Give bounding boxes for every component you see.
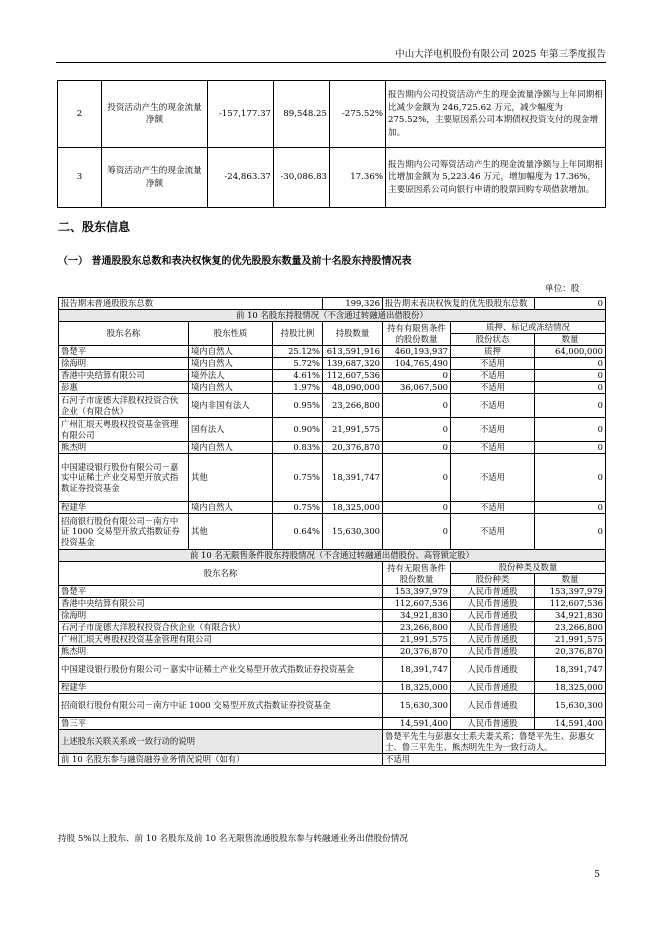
share-count: 18,325,000 <box>535 682 606 694</box>
col-header-nature: 股东性质 <box>189 322 273 346</box>
table-row <box>59 394 606 418</box>
pledge-status: 质押 <box>451 346 535 358</box>
pledge-count: 0 <box>535 514 606 550</box>
shareholding-qty: 18,391,747 <box>323 454 383 502</box>
table-row <box>59 694 606 718</box>
pledge-status: 不适用 <box>451 502 535 514</box>
restricted-qty: 0 <box>383 394 451 418</box>
shareholding-qty: 112,607,536 <box>323 370 383 382</box>
col-header-status: 股份状态 <box>451 334 535 346</box>
shareholding-ratio: 0.95% <box>273 394 323 418</box>
table-row <box>59 598 606 610</box>
shareholder-nature: 其他 <box>189 514 273 550</box>
unrestricted-qty: 14,591,400 <box>383 718 451 730</box>
table-row <box>59 454 606 502</box>
shareholder-nature: 境内非国有法人 <box>189 394 273 418</box>
holder-name: 石河子市庞德大洋股权投资合伙企业（有限合伙） <box>59 622 383 634</box>
share-count: 21,991,575 <box>535 634 606 646</box>
restricted-qty: 0 <box>383 502 451 514</box>
header-row <box>59 562 606 574</box>
holder-name: 招商银行股份有限公司－南方中证 1000 交易型开放式指数证券投资基金 <box>59 694 383 718</box>
table-row <box>59 370 606 382</box>
change-value: 17.36% <box>330 148 386 208</box>
margin-value: 不适用 <box>383 754 606 766</box>
common-holders-label: 报告期末普通股股东总数 <box>59 298 323 310</box>
shareholder-table <box>58 297 606 766</box>
restricted-qty: 0 <box>383 370 451 382</box>
holder-name: 广州汇垠天粤股权投资基金管理有限公司 <box>59 634 383 646</box>
shareholder-nature: 国有法人 <box>189 418 273 442</box>
header-rule <box>56 62 606 63</box>
shareholder-nature: 境内自然人 <box>189 442 273 454</box>
restricted-qty: 0 <box>383 514 451 550</box>
shareholder-name: 程建华 <box>59 502 189 514</box>
shareholder-name: 鲁楚平 <box>59 346 189 358</box>
section-subtitle: （一） 普通股股东总数和表决权恢复的优先股股东数量及前十名股东持股情况表 <box>58 256 412 267</box>
prior-value: -30,086.83 <box>274 148 330 208</box>
share-count: 23,266,800 <box>535 622 606 634</box>
col-header-pledge: 质押、标记或冻结情况 <box>451 322 606 334</box>
restricted-qty: 104,765,490 <box>383 358 451 370</box>
share-kind: 人民币普通股 <box>451 634 535 646</box>
col-header-unrestricted-qty: 持有无限售条件股份数量 <box>383 562 451 586</box>
pledge-status: 不适用 <box>451 394 535 418</box>
current-value: -157,177.37 <box>208 81 274 148</box>
pref-holders-value: 0 <box>535 298 606 310</box>
share-count: 34,921,830 <box>535 610 606 622</box>
section-title: 二、股东信息 <box>58 220 131 234</box>
unrestricted-qty: 34,921,830 <box>383 610 451 622</box>
holder-name: 鲁楚平 <box>59 586 383 598</box>
header-row <box>59 322 606 334</box>
summary-row <box>59 298 606 310</box>
shareholding-qty: 23,266,800 <box>323 394 383 418</box>
item-name: 投资活动产生的现金流量净额 <box>102 81 208 148</box>
shareholding-qty: 613,591,916 <box>323 346 383 358</box>
shareholding-qty: 20,376,870 <box>323 442 383 454</box>
table-row <box>59 622 606 634</box>
shareholder-name: 香港中央结算有限公司 <box>59 370 189 382</box>
pledge-status: 不适用 <box>451 442 535 454</box>
share-kind: 人民币普通股 <box>451 622 535 634</box>
share-count: 18,391,747 <box>535 658 606 682</box>
unrestricted-qty: 18,391,747 <box>383 658 451 682</box>
pledge-status: 不适用 <box>451 454 535 502</box>
shareholder-name: 熊杰明 <box>59 442 189 454</box>
cashflow-table <box>57 80 606 208</box>
share-kind: 人民币普通股 <box>451 646 535 658</box>
unrestricted-qty: 153,397,979 <box>383 586 451 598</box>
shareholder-name: 中国建设银行股份有限公司－嘉实中证稀土产业交易型开放式指数证券投资基金 <box>59 454 189 502</box>
margin-row <box>59 754 606 766</box>
footer-note: 持股 5%以上股东、前 10 名股东及前 10 名无限售流通股股东参与转融通业务出借股份情况 <box>58 834 408 844</box>
table-row <box>59 682 606 694</box>
table-row <box>59 514 606 550</box>
shareholding-ratio: 0.75% <box>273 502 323 514</box>
unrestricted-qty: 112,607,536 <box>383 598 451 610</box>
unrestricted-qty: 21,991,575 <box>383 634 451 646</box>
table-row <box>58 148 606 208</box>
share-count: 14,591,400 <box>535 718 606 730</box>
share-kind: 人民币普通股 <box>451 610 535 622</box>
table-row <box>59 442 606 454</box>
table-row <box>59 586 606 598</box>
col-header-share-type: 股份种类及数量 <box>451 562 606 574</box>
col-header-name: 股东名称 <box>59 562 383 586</box>
pledge-status: 不适用 <box>451 418 535 442</box>
change-note: 报告期内公司投资活动产生的现金流量净额与上年同期相比减少金额为 246,725.62 万元，减少幅度为 275.52%，主要原因系公司本期债权投资支付的现金增加。 <box>386 81 606 148</box>
pledge-count: 0 <box>535 370 606 382</box>
shareholder-nature: 境内自然人 <box>189 382 273 394</box>
shareholding-ratio: 0.90% <box>273 418 323 442</box>
share-kind: 人民币普通股 <box>451 598 535 610</box>
page-number: 5 <box>594 870 600 880</box>
col-header-count: 数量 <box>535 334 606 346</box>
current-value: -24,863.37 <box>208 148 274 208</box>
share-kind: 人民币普通股 <box>451 682 535 694</box>
shareholder-nature: 境内自然人 <box>189 358 273 370</box>
table-row <box>59 646 606 658</box>
pledge-status: 不适用 <box>451 514 535 550</box>
shareholding-qty: 21,991,575 <box>323 418 383 442</box>
pledge-status: 不适用 <box>451 358 535 370</box>
shareholding-qty: 18,325,000 <box>323 502 383 514</box>
item-name: 筹资活动产生的现金流量净额 <box>102 148 208 208</box>
col-header-qty: 持股数量 <box>323 322 383 346</box>
pledge-count: 0 <box>535 358 606 370</box>
row-number: 3 <box>58 148 102 208</box>
relations-label: 上述股东关联关系或一致行动的说明 <box>59 730 383 754</box>
shareholding-ratio: 0.83% <box>273 442 323 454</box>
table-row <box>59 658 606 682</box>
col-header-ratio: 持股比例 <box>273 322 323 346</box>
pledge-count: 0 <box>535 442 606 454</box>
pledge-status: 不适用 <box>451 370 535 382</box>
table-row <box>58 81 606 148</box>
restricted-qty: 0 <box>383 454 451 502</box>
pref-holders-label: 报告期末表决权恢复的优先股股东总数 <box>383 298 535 310</box>
shareholder-name: 招商银行股份有限公司－南方中证 1000 交易型开放式指数证券投资基金 <box>59 514 189 550</box>
shareholding-qty: 139,687,320 <box>323 358 383 370</box>
shareholding-ratio: 0.75% <box>273 454 323 502</box>
shareholding-ratio: 1.97% <box>273 382 323 394</box>
pledge-count: 0 <box>535 382 606 394</box>
shareholder-name: 彭惠 <box>59 382 189 394</box>
relations-value: 鲁楚平先生与彭惠女士系夫妻关系；鲁楚平先生、彭惠女士、鲁三平先生、熊杰明先生为一致行动人。 <box>383 730 606 754</box>
shareholding-qty: 48,090,000 <box>323 382 383 394</box>
unrestricted-title: 前 10 名无限售条件股东持股情况（不含通过转融通出借股份、高管锁定股） <box>59 550 606 562</box>
shareholding-ratio: 25.12% <box>273 346 323 358</box>
col-header-count: 数量 <box>535 574 606 586</box>
col-header-restricted: 持有有限售条件的股份数量 <box>383 322 451 346</box>
share-count: 112,607,536 <box>535 598 606 610</box>
top10-title: 前 10 名股东持股情况（不含通过转融通出借股份） <box>59 310 606 322</box>
shareholding-ratio: 0.64% <box>273 514 323 550</box>
shareholding-ratio: 4.61% <box>273 370 323 382</box>
holder-name: 程建华 <box>59 682 383 694</box>
pledge-count: 0 <box>535 394 606 418</box>
pledge-count: 0 <box>535 454 606 502</box>
unrestricted-qty: 20,376,870 <box>383 646 451 658</box>
table-row <box>59 634 606 646</box>
table-row <box>59 610 606 622</box>
holder-name: 鲁三平 <box>59 718 383 730</box>
holder-name: 熊杰明 <box>59 646 383 658</box>
table-row <box>59 382 606 394</box>
shareholder-name: 徐海明 <box>59 358 189 370</box>
pledge-count: 64,000,000 <box>535 346 606 358</box>
row-number: 2 <box>58 81 102 148</box>
shareholder-nature: 境内自然人 <box>189 502 273 514</box>
share-count: 153,397,979 <box>535 586 606 598</box>
col-header-name: 股东名称 <box>59 322 189 346</box>
unit-label: 单位：股 <box>545 284 580 294</box>
table-row <box>59 358 606 370</box>
table-row <box>59 346 606 358</box>
share-count: 20,376,870 <box>535 646 606 658</box>
restricted-qty: 460,193,937 <box>383 346 451 358</box>
shareholder-name: 广州汇垠天粤股权投资基金管理有限公司 <box>59 418 189 442</box>
share-kind: 人民币普通股 <box>451 586 535 598</box>
holder-name: 香港中央结算有限公司 <box>59 598 383 610</box>
holder-name: 中国建设银行股份有限公司－嘉实中证稀土产业交易型开放式指数证券投资基金 <box>59 658 383 682</box>
table-row <box>59 502 606 514</box>
change-note: 报告期内公司筹资活动产生的现金流量净额与上年同期相比增加金额为 5,223.46 万元，增加幅度为 17.36%，主要原因系公司向银行申请的股票回购专项借款增加。 <box>386 148 606 208</box>
unrestricted-qty: 15,630,300 <box>383 694 451 718</box>
shareholder-nature: 境内自然人 <box>189 346 273 358</box>
share-kind: 人民币普通股 <box>451 658 535 682</box>
restricted-qty: 36,067,500 <box>383 382 451 394</box>
pledge-status: 不适用 <box>451 382 535 394</box>
report-header: 中山大洋电机股份有限公司 2025 年第三季度报告 <box>395 49 606 60</box>
common-holders-value: 199,326 <box>323 298 383 310</box>
table-row <box>59 418 606 442</box>
margin-label: 前 10 名股东参与融资融券业务情况说明（如有） <box>59 754 383 766</box>
restricted-qty: 0 <box>383 442 451 454</box>
shareholding-qty: 15,630,300 <box>323 514 383 550</box>
unrestricted-title-row <box>59 550 606 562</box>
change-value: -275.52% <box>330 81 386 148</box>
relations-row <box>59 730 606 754</box>
unrestricted-qty: 23,266,800 <box>383 622 451 634</box>
share-count: 15,630,300 <box>535 694 606 718</box>
prior-value: 89,548.25 <box>274 81 330 148</box>
shareholder-nature: 境外法人 <box>189 370 273 382</box>
share-kind: 人民币普通股 <box>451 718 535 730</box>
share-kind: 人民币普通股 <box>451 694 535 718</box>
table-row <box>59 718 606 730</box>
shareholder-nature: 其他 <box>189 454 273 502</box>
pledge-count: 0 <box>535 502 606 514</box>
col-header-kind: 股份种类 <box>451 574 535 586</box>
unrestricted-qty: 18,325,000 <box>383 682 451 694</box>
shareholder-name: 石河子市庞德大洋股权投资合伙企业（有限合伙） <box>59 394 189 418</box>
holder-name: 徐海明 <box>59 610 383 622</box>
top10-title-row <box>59 310 606 322</box>
shareholding-ratio: 5.72% <box>273 358 323 370</box>
restricted-qty: 0 <box>383 418 451 442</box>
pledge-count: 0 <box>535 418 606 442</box>
